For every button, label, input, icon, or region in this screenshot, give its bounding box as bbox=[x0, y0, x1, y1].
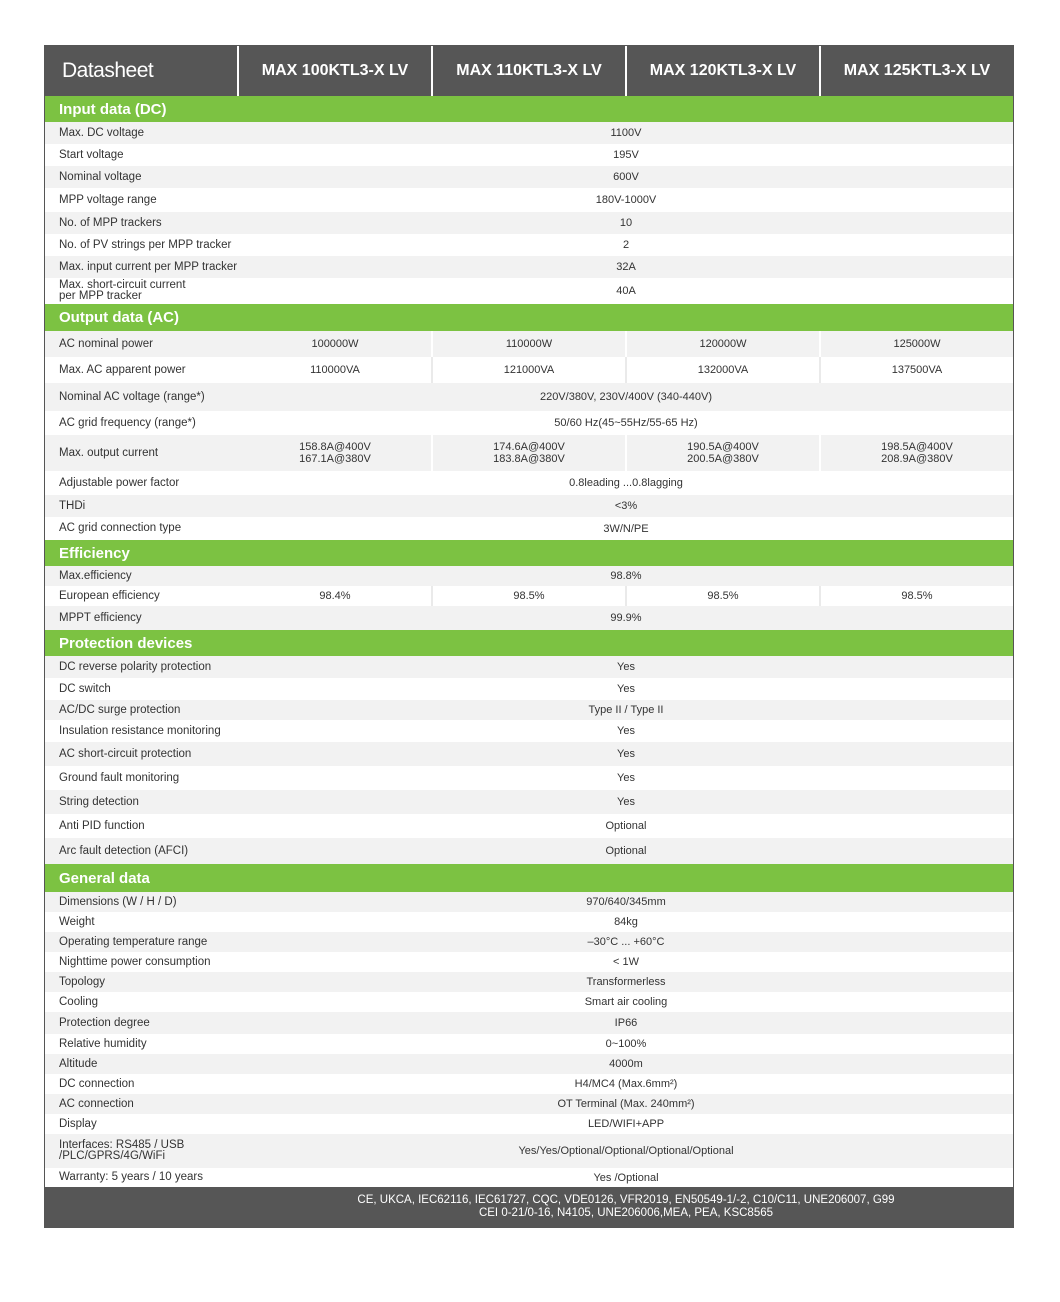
table-row bbox=[45, 912, 1013, 932]
shared-value: Optional bbox=[605, 845, 647, 857]
model-value-3: 98.5% bbox=[625, 586, 819, 606]
row-label: Interfaces: RS485 / USB /PLC/GPRS/4G/WiFi bbox=[59, 1139, 185, 1162]
table-row bbox=[45, 720, 1013, 742]
row-label: Insulation resistance monitoring bbox=[59, 724, 221, 737]
model-value-4: 198.5A@400V 208.9A@380V bbox=[819, 435, 1013, 471]
row-label: MPP voltage range bbox=[59, 193, 157, 206]
row-values bbox=[239, 742, 1013, 766]
table-row bbox=[45, 952, 1013, 972]
table-row bbox=[45, 517, 1013, 540]
model-value-1: 158.8A@400V 167.1A@380V bbox=[299, 441, 371, 465]
row-label: Operating temperature range bbox=[59, 935, 208, 948]
table-row bbox=[45, 1094, 1013, 1114]
shared-value: 0~100% bbox=[605, 1038, 647, 1050]
row-label: Protection degree bbox=[59, 1016, 150, 1029]
row-values bbox=[239, 122, 1013, 144]
row-values bbox=[239, 992, 1013, 1012]
row-values bbox=[239, 256, 1013, 278]
shared-value: Yes bbox=[617, 796, 635, 808]
table-row bbox=[45, 566, 1013, 586]
row-values bbox=[239, 471, 1013, 495]
row-label: Topology bbox=[59, 975, 106, 988]
shared-value: H4/MC4 (Max.6mm²) bbox=[574, 1078, 678, 1090]
row-label: MPPT efficiency bbox=[59, 611, 142, 624]
row-values bbox=[239, 188, 1013, 212]
row-values bbox=[239, 912, 1013, 932]
model-header-2: MAX 110KTL3-X LV bbox=[433, 46, 627, 96]
table-row bbox=[45, 1034, 1013, 1054]
shared-value: 195V bbox=[613, 149, 639, 161]
row-label: AC/DC surge protection bbox=[59, 703, 181, 716]
model-value-4: 125000W bbox=[819, 331, 1013, 357]
shared-value: Yes /Optional bbox=[593, 1171, 659, 1184]
row-label: Anti PID function bbox=[59, 819, 145, 832]
row-values bbox=[239, 1054, 1013, 1074]
table-row bbox=[45, 814, 1013, 838]
model-value-2: 121000VA bbox=[431, 357, 625, 383]
row-label: AC nominal power bbox=[59, 337, 153, 350]
shared-value: OT Terminal (Max. 240mm²) bbox=[557, 1098, 695, 1110]
table-row bbox=[45, 256, 1013, 278]
row-label: Ground fault monitoring bbox=[59, 771, 180, 784]
row-label: Max. AC apparent power bbox=[59, 363, 186, 376]
table-row bbox=[45, 357, 1013, 383]
shared-value: 600V bbox=[613, 171, 639, 183]
shared-value: 1100V bbox=[610, 127, 642, 139]
table-row bbox=[45, 435, 1013, 471]
shared-value: 3W/N/PE bbox=[603, 522, 649, 535]
row-values bbox=[239, 932, 1013, 952]
row-values bbox=[239, 952, 1013, 972]
row-label: Arc fault detection (AFCI) bbox=[59, 844, 189, 857]
section-header: Protection devices bbox=[45, 630, 1013, 656]
row-label: No. of MPP trackers bbox=[59, 216, 162, 229]
shared-value: LED/WIFI+APP bbox=[587, 1118, 665, 1130]
shared-value: 98.8% bbox=[610, 570, 642, 582]
table-row bbox=[45, 1168, 1013, 1187]
table-row bbox=[45, 1114, 1013, 1134]
row-label: Max. DC voltage bbox=[59, 126, 145, 139]
shared-value: Optional bbox=[605, 820, 647, 832]
row-values bbox=[239, 1012, 1013, 1034]
model-value-2: 98.5% bbox=[431, 586, 625, 606]
shared-value: 10 bbox=[619, 217, 633, 229]
row-values bbox=[239, 1134, 1013, 1168]
row-label: Nighttime power consumption bbox=[59, 955, 211, 968]
row-values bbox=[239, 972, 1013, 992]
row-values bbox=[239, 357, 1013, 383]
row-label: DC switch bbox=[59, 682, 111, 695]
row-label: Nominal voltage bbox=[59, 170, 142, 183]
row-values bbox=[239, 790, 1013, 814]
shared-value: Yes bbox=[617, 725, 635, 737]
model-header-1: MAX 100KTL3-X LV bbox=[239, 46, 433, 96]
shared-value: 220V/380V, 230V/400V (340-440V) bbox=[539, 391, 713, 403]
shared-value: 99.9% bbox=[610, 612, 642, 624]
row-values bbox=[239, 892, 1013, 912]
row-label: Weight bbox=[59, 915, 95, 928]
table-row bbox=[45, 1054, 1013, 1074]
row-values bbox=[239, 1074, 1013, 1094]
model-value-2: 174.6A@400V 183.8A@380V bbox=[431, 435, 625, 471]
row-values bbox=[239, 606, 1013, 630]
shared-value: Type II / Type II bbox=[588, 704, 664, 716]
row-values bbox=[239, 1094, 1013, 1114]
row-label: THDi bbox=[59, 499, 86, 512]
shared-value: <3% bbox=[614, 500, 638, 512]
table-row bbox=[45, 932, 1013, 952]
model-value-1: 98.4% bbox=[319, 590, 351, 602]
model-value-3: 132000VA bbox=[625, 357, 819, 383]
row-label: European efficiency bbox=[59, 589, 160, 602]
table-row bbox=[45, 892, 1013, 912]
row-label: AC short-circuit protection bbox=[59, 747, 192, 760]
row-label: Max. output current bbox=[59, 446, 159, 459]
row-label: DC reverse polarity protection bbox=[59, 660, 212, 673]
shared-value: IP66 bbox=[614, 1017, 638, 1029]
row-label: Adjustable power factor bbox=[59, 476, 180, 489]
shared-value: 50/60 Hz(45~55Hz/55-65 Hz) bbox=[554, 417, 698, 429]
row-values bbox=[239, 678, 1013, 700]
row-values bbox=[239, 383, 1013, 411]
row-label: AC grid frequency (range*) bbox=[59, 416, 196, 429]
shared-value: Yes bbox=[617, 772, 635, 784]
row-label: AC connection bbox=[59, 1097, 134, 1110]
row-label: Max. input current per MPP tracker bbox=[59, 260, 238, 273]
row-values bbox=[239, 495, 1013, 517]
shared-value: Yes bbox=[617, 748, 635, 760]
table-row bbox=[45, 992, 1013, 1012]
row-label: String detection bbox=[59, 795, 139, 808]
shared-value: < 1W bbox=[613, 956, 639, 968]
row-values bbox=[239, 144, 1013, 166]
model-value-3: 120000W bbox=[625, 331, 819, 357]
shared-value: 84kg bbox=[614, 916, 638, 928]
table-row bbox=[45, 278, 1013, 304]
row-values bbox=[239, 566, 1013, 586]
row-label: Warranty: 5 years / 10 years bbox=[59, 1171, 204, 1183]
shared-value: 4000m bbox=[609, 1058, 643, 1070]
table-row bbox=[45, 212, 1013, 234]
table-row bbox=[45, 972, 1013, 992]
table-row bbox=[45, 606, 1013, 630]
table-row bbox=[45, 1012, 1013, 1034]
table-row bbox=[45, 188, 1013, 212]
shared-value: Transformerless bbox=[586, 976, 666, 988]
row-values bbox=[239, 766, 1013, 790]
row-label: AC grid connection type bbox=[59, 522, 182, 534]
model-value-3: 190.5A@400V 200.5A@380V bbox=[625, 435, 819, 471]
table-row bbox=[45, 766, 1013, 790]
section-header: Output data (AC) bbox=[45, 304, 1013, 331]
table-row bbox=[45, 331, 1013, 357]
row-values bbox=[239, 411, 1013, 435]
certifications-footer: CE, UKCA, IEC62116, IEC61727, CQC, VDE0126, VFR2019, EN50549-1/-2, C10/C11, UNE206007, G99 CEI 0-21/0-16, N4105, UNE206006,MEA, PEA, KSC8565 bbox=[45, 1187, 1013, 1227]
row-label: No. of PV strings per MPP tracker bbox=[59, 238, 232, 251]
table-row bbox=[45, 678, 1013, 700]
shared-value: 2 bbox=[622, 239, 630, 251]
row-label: Start voltage bbox=[59, 148, 124, 161]
datasheet-title: Datasheet bbox=[45, 46, 239, 96]
shared-value: Smart air cooling bbox=[584, 996, 668, 1008]
table-row bbox=[45, 742, 1013, 766]
table-row bbox=[45, 471, 1013, 495]
table-row bbox=[45, 656, 1013, 678]
model-value-4: 137500VA bbox=[819, 357, 1013, 383]
row-values bbox=[239, 166, 1013, 188]
row-values bbox=[239, 656, 1013, 678]
row-values bbox=[239, 838, 1013, 864]
row-values bbox=[239, 435, 1013, 471]
shared-value: 40A bbox=[616, 285, 636, 297]
row-values bbox=[239, 700, 1013, 720]
shared-value: 180V-1000V bbox=[595, 194, 657, 206]
model-value-2: 110000W bbox=[431, 331, 625, 357]
shared-value: 970/640/345mm bbox=[586, 896, 666, 908]
row-label: Display bbox=[59, 1117, 97, 1130]
row-label: Nominal AC voltage (range*) bbox=[59, 390, 205, 403]
table-row bbox=[45, 1134, 1013, 1168]
model-value-1: 110000VA bbox=[310, 364, 360, 376]
shared-value: Yes/Yes/Optional/Optional/Optional/Optional bbox=[518, 1145, 734, 1157]
row-values bbox=[239, 517, 1013, 540]
row-values bbox=[239, 1114, 1013, 1134]
row-values bbox=[239, 1168, 1013, 1187]
shared-value: 0.8leading ...0.8lagging bbox=[569, 477, 683, 489]
table-row bbox=[45, 166, 1013, 188]
section-header: Input data (DC) bbox=[45, 96, 1013, 122]
row-label: Altitude bbox=[59, 1057, 98, 1070]
shared-value: –30°C ... +60°C bbox=[587, 936, 665, 948]
row-values bbox=[239, 1034, 1013, 1054]
table-row bbox=[45, 122, 1013, 144]
shared-value: Yes bbox=[617, 683, 635, 695]
row-label: DC connection bbox=[59, 1077, 135, 1090]
row-label: Relative humidity bbox=[59, 1037, 147, 1050]
row-label: Max. short-circuit current per MPP tracker bbox=[59, 279, 186, 302]
table-row bbox=[45, 1074, 1013, 1094]
row-values bbox=[239, 331, 1013, 357]
model-value-4: 98.5% bbox=[819, 586, 1013, 606]
row-label: Cooling bbox=[59, 995, 98, 1008]
shared-value: Yes bbox=[617, 661, 635, 673]
row-label: Dimensions (W / H / D) bbox=[59, 895, 177, 908]
table-row bbox=[45, 586, 1013, 606]
table-row bbox=[45, 495, 1013, 517]
section-header: General data bbox=[45, 864, 1013, 892]
row-values bbox=[239, 212, 1013, 234]
table-row bbox=[45, 144, 1013, 166]
row-values bbox=[239, 278, 1013, 304]
table-row bbox=[45, 383, 1013, 411]
table-row bbox=[45, 790, 1013, 814]
table-header bbox=[45, 46, 1013, 96]
model-header-3: MAX 120KTL3-X LV bbox=[627, 46, 821, 96]
table-row bbox=[45, 411, 1013, 435]
table-row bbox=[45, 700, 1013, 720]
section-header: Efficiency bbox=[45, 540, 1013, 566]
row-values bbox=[239, 814, 1013, 838]
table-row bbox=[45, 234, 1013, 256]
model-header-4: MAX 125KTL3-X LV bbox=[843, 62, 991, 79]
table-row bbox=[45, 838, 1013, 864]
row-values bbox=[239, 234, 1013, 256]
row-values bbox=[239, 586, 1013, 606]
model-value-1: 100000W bbox=[311, 338, 359, 350]
row-label: Max.efficiency bbox=[59, 569, 132, 582]
datasheet-table bbox=[44, 45, 1014, 1228]
row-values bbox=[239, 720, 1013, 742]
shared-value: 32A bbox=[616, 261, 636, 273]
